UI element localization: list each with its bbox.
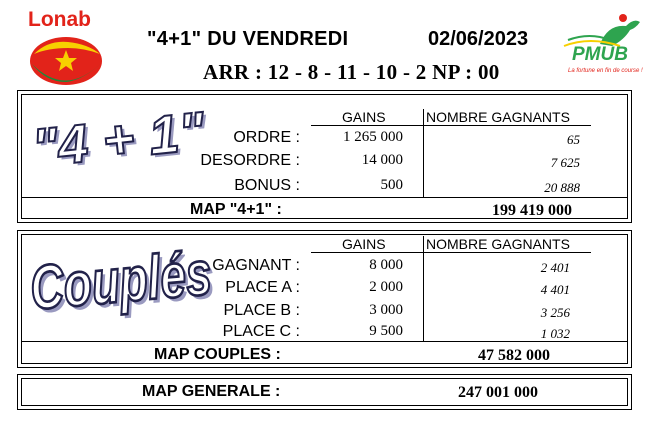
gain-gagnant: 8 000 (369, 257, 403, 273)
gagnants-place-a: 4 401 (540, 282, 570, 297)
row-label-desordre: DESORDRE : (200, 152, 300, 169)
couples-gagnants-header: NOMBRE GAGNANTS (426, 236, 570, 252)
map-couples-label: MAP COUPLES : (154, 346, 281, 363)
gain-desordre: 14 000 (361, 152, 403, 168)
couples-logo-text: Couplés (27, 237, 215, 323)
row-label-place-c: PLACE C : (222, 323, 300, 340)
couples-section (17, 230, 632, 368)
gagnants-ordre: 65 (567, 132, 580, 147)
four-plus-one-logo-text: "4 + 1" (29, 101, 208, 179)
map-generale-value: 247 001 000 (458, 384, 538, 401)
gagnants-bonus: 20 888 (544, 180, 580, 195)
gagnants-place-b: 3 256 (540, 305, 570, 320)
gain-bonus: 500 (380, 177, 403, 193)
couples-gains-header: GAINS (342, 236, 386, 252)
page-title: "4+1" DU VENDREDI (147, 28, 349, 50)
gain-place-c: 9 500 (369, 323, 403, 339)
arrival-line: ARR : 12 - 8 - 11 - 10 - 2 NP : 00 (203, 60, 500, 84)
gain-ordre: 1 265 000 (343, 129, 403, 145)
lonab-wordmark: Lonab (28, 8, 91, 31)
gagnants-place-c: 1 032 (540, 326, 570, 341)
four-plus-one-section (17, 90, 632, 223)
row-label-gagnant: GAGNANT : (212, 257, 300, 274)
couples-head-underline (311, 252, 591, 253)
pmub-slogan: La fortune en fin de course ! (568, 68, 643, 74)
four-plus-one-map-divider (21, 197, 628, 198)
pmub-wordmark: PMUB (572, 44, 628, 65)
row-label-ordre: ORDRE : (233, 129, 300, 146)
pmub-logo (560, 10, 655, 82)
row-label-place-a: PLACE A : (225, 279, 300, 296)
four-plus-one-gains-header: GAINS (342, 109, 386, 125)
gagnants-desordre: 7 625 (550, 155, 580, 170)
map-four-plus-one-label: MAP "4+1" : (190, 201, 282, 218)
lonab-logo (18, 6, 118, 88)
four-plus-one-head-underline (311, 125, 591, 126)
draw-date: 02/06/2023 (428, 28, 529, 50)
four-plus-one-gagnants-header: NOMBRE GAGNANTS (426, 109, 570, 125)
row-label-place-b: PLACE B : (223, 302, 300, 319)
gain-place-a: 2 000 (369, 279, 403, 295)
map-generale-section (17, 374, 632, 410)
map-generale-label: MAP GENERALE : (142, 383, 281, 400)
map-four-plus-one-value: 199 419 000 (492, 202, 572, 219)
row-label-bonus: BONUS : (234, 177, 300, 194)
gain-place-b: 3 000 (369, 302, 403, 318)
map-couples-value: 47 582 000 (478, 347, 550, 364)
couples-col-divider (423, 236, 424, 341)
gagnants-gagnant: 2 401 (540, 260, 570, 275)
four-plus-one-col-divider (423, 109, 424, 197)
